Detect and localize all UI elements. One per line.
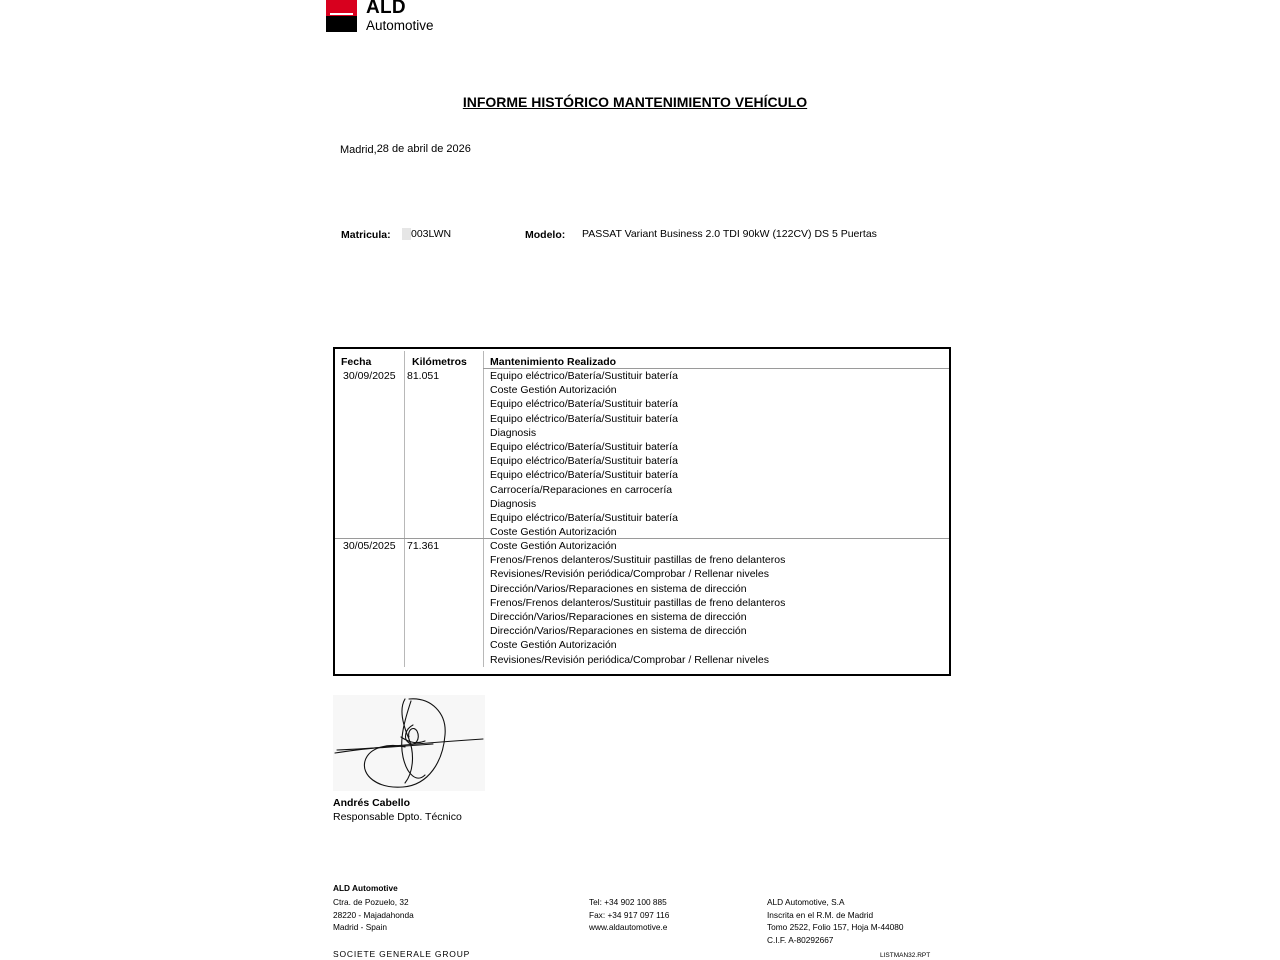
logo-subtitle: Automotive (366, 18, 434, 33)
address-line: 28220 - Majadahonda (333, 909, 414, 920)
contact-line: Tel: +34 902 100 885 (589, 897, 667, 907)
row-date: 30/09/2025 (343, 370, 396, 382)
contact-line: www.aldautomotive.e (589, 922, 668, 932)
place-date (340, 144, 471, 156)
list-item: Revisiones/Revisión periódica/Comprobar / Rellenar niveles (490, 568, 769, 581)
address-line: Ctra. de Pozuelo, 32 (333, 897, 409, 907)
list-item: Coste Gestión Autorización (490, 526, 617, 539)
signer-name: Andrés Cabello (333, 797, 411, 809)
registry-line: ALD Automotive, S.A (767, 897, 845, 907)
logo-name: ALD (366, 0, 406, 18)
row-km: 81.051 (407, 370, 440, 382)
registry-line: C.I.F. A-80292667 (767, 934, 834, 945)
list-item: Dirección/Varios/Reparaciones en sistema de dirección (490, 611, 747, 624)
document-title: INFORME HISTÓRICO MANTENIMIENTO VEHÍCULO (462, 94, 808, 110)
row-km: 71.361 (407, 540, 440, 552)
list-item: Dirección/Varios/Reparaciones en sistema de dirección (490, 625, 747, 638)
list-item: Equipo eléctrico/Batería/Sustituir batería (490, 512, 678, 525)
list-item: Frenos/Frenos delanteros/Sustituir pastillas de freno delanteros (490, 596, 786, 609)
list-item: Dirección/Varios/Reparaciones en sistema de dirección (490, 582, 747, 595)
column-divider (404, 351, 405, 667)
list-item: Coste Gestión Autorización (490, 639, 617, 652)
list-item: Equipo eléctrico/Batería/Sustituir batería (490, 455, 678, 468)
report-code: LISTMAN32.RPT (880, 952, 931, 959)
plate-label: Matricula: (341, 229, 391, 241)
signature-image (333, 695, 485, 791)
list-item: Revisiones/Revisión periódica/Comprobar / Rellenar niveles (490, 653, 769, 666)
list-item: Diagnosis (490, 426, 537, 439)
registry-line: Inscrita en el R.M. de Madrid (767, 909, 874, 920)
plate-redaction (402, 228, 411, 240)
footer-registry (767, 896, 904, 946)
model-label: Modelo: (525, 229, 566, 241)
list-item: Coste Gestión Autorización (490, 540, 617, 552)
column-header-date: Fecha (341, 356, 372, 368)
ald-logo-mark (326, 0, 357, 32)
list-item: Equipo eléctrico/Batería/Sustituir batería (490, 469, 678, 482)
address-line: Madrid - Spain (333, 922, 387, 932)
list-item: Carrocería/Reparaciones en carrocería (490, 483, 673, 496)
registry-line: Tomo 2522, Folio 157, Hoja M-44080 (767, 922, 904, 932)
place-label: Madrid, (340, 144, 377, 156)
footer-company: ALD Automotive (333, 883, 398, 893)
list-item: Diagnosis (490, 497, 537, 510)
row-items (490, 369, 678, 539)
row-date: 30/05/2025 (343, 540, 396, 552)
plate-value: 003LWN (411, 228, 452, 240)
group-name: SOCIETE GENERALE GROUP (333, 949, 471, 959)
column-header-maintenance: Mantenimiento Realizado (490, 356, 617, 368)
signer-role: Responsable Dpto. Técnico (333, 811, 462, 823)
column-header-km: Kilómetros (412, 356, 467, 368)
column-divider (483, 351, 484, 667)
contact-line: Fax: +34 917 097 116 (589, 909, 670, 920)
model-value: PASSAT Variant Business 2.0 TDI 90kW (122CV) DS 5 Puertas (582, 228, 877, 240)
list-item: Equipo eléctrico/Batería/Sustituir batería (490, 370, 678, 382)
list-item: Equipo eléctrico/Batería/Sustituir batería (490, 441, 678, 454)
list-item: Frenos/Frenos delanteros/Sustituir pastillas de freno delanteros (490, 554, 786, 567)
report-date: 28 de abril de 2026 (376, 143, 471, 155)
list-item: Equipo eléctrico/Batería/Sustituir batería (490, 412, 678, 425)
list-item: Equipo eléctrico/Batería/Sustituir batería (490, 398, 678, 411)
footer-contact (589, 896, 669, 934)
footer-address (333, 896, 414, 934)
row-items (490, 539, 785, 667)
list-item: Coste Gestión Autorización (490, 384, 617, 397)
